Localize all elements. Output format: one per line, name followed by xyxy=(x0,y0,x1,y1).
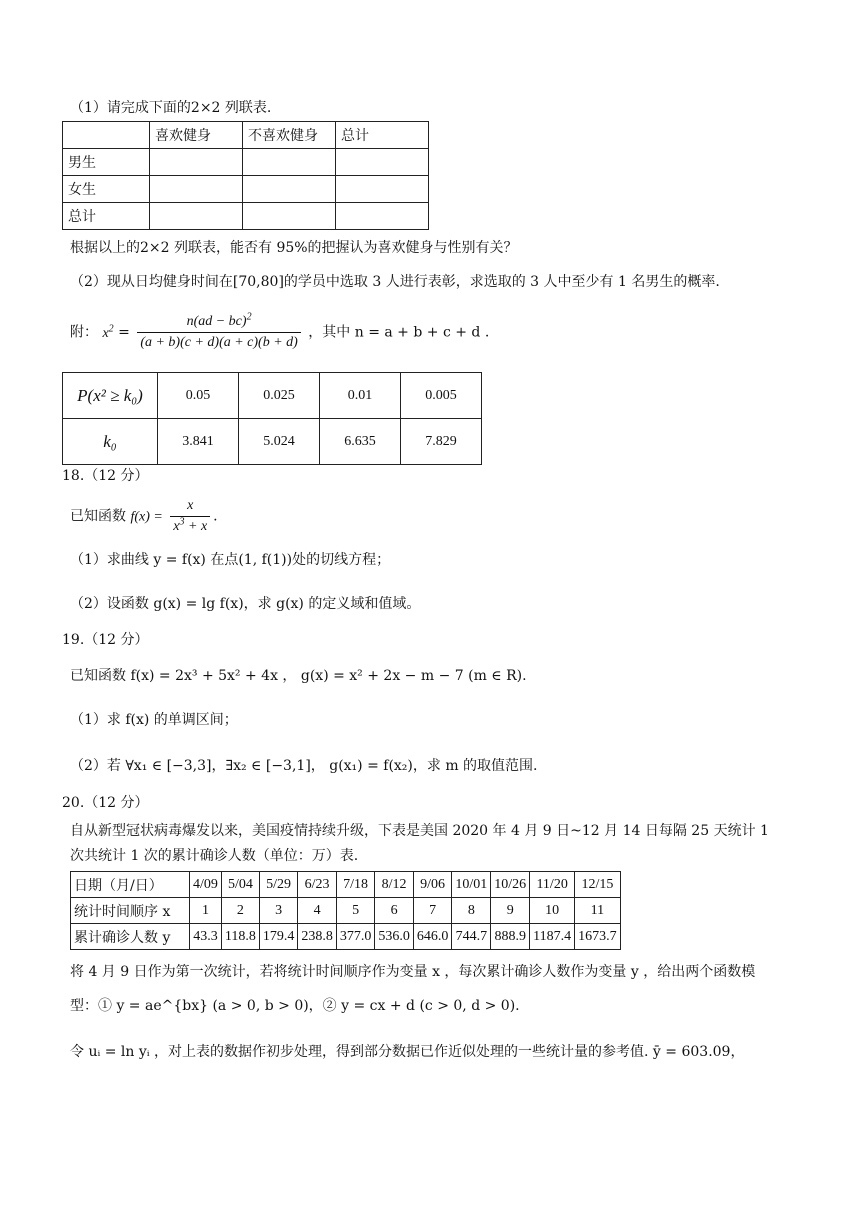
table-cell: 0.05 xyxy=(158,373,239,419)
q18-part1: （1）求曲线 y = f(x) 在点(1, f(1))处的切线方程； xyxy=(70,552,391,568)
table-cell: 7 xyxy=(413,898,452,924)
table-row-label: 男生 xyxy=(63,149,150,176)
formula-prefix: 附： xyxy=(70,324,98,341)
table-cell: 238.8 xyxy=(298,924,337,950)
formula-fraction: $\frac{n(ad - bc)^2}{(a + b)(c + d)(a + c)(b + d)}$ xyxy=(137,312,301,353)
table-cell: 3 xyxy=(259,898,298,924)
table-cell xyxy=(150,149,243,176)
table-row xyxy=(71,898,621,924)
table-row-label: 累计确诊人数 y xyxy=(71,924,190,950)
table-cell xyxy=(243,149,336,176)
table-row-label: k₀ xyxy=(63,419,158,465)
table-cell: 5.024 xyxy=(239,419,320,465)
q19-heading: 19.（12 分） xyxy=(62,632,149,648)
critical-value-table xyxy=(62,372,482,465)
q18-stem: 已知函数 f(x) = $\frac{x}{x^3 + x}$ . xyxy=(70,496,218,537)
table-cell: 6/23 xyxy=(298,872,337,898)
table-header-cell: 总计 xyxy=(336,122,429,149)
table-cell: 377.0 xyxy=(336,924,375,950)
table-cell: 0.025 xyxy=(239,373,320,419)
q19-part2: （2）若 ∀x₁ ∈ [−3,3]，∃x₂ ∈ [−3,1]， g(x₁) = f(x₂)，求 m 的取值范围. xyxy=(70,758,538,774)
table-cell: 11 xyxy=(575,898,621,924)
table-cell: 118.8 xyxy=(221,924,259,950)
table-cell xyxy=(336,203,429,230)
table-cell: 2 xyxy=(221,898,259,924)
table-row-label: 统计时间顺序 x xyxy=(71,898,190,924)
table-header-cell: 不喜欢健身 xyxy=(243,122,336,149)
table-cell: 6.635 xyxy=(320,419,401,465)
table-cell: 1 xyxy=(190,898,222,924)
table-cell: 179.4 xyxy=(259,924,298,950)
cases-table xyxy=(70,871,621,950)
q18-part2: （2）设函数 g(x) = lg f(x)，求 g(x) 的定义域和值域。 xyxy=(70,596,421,612)
table-cell: 12/15 xyxy=(575,872,621,898)
table-row-label: 女生 xyxy=(63,176,150,203)
table-header-cell xyxy=(63,122,150,149)
table-cell: 5 xyxy=(336,898,375,924)
table-row xyxy=(71,924,621,950)
q20-text-2: 次共统计 1 次的累计确诊人数（单位：万）表. xyxy=(70,848,359,864)
table-cell: 11/20 xyxy=(530,872,575,898)
table-cell: 888.9 xyxy=(491,924,530,950)
table-cell: 7.829 xyxy=(401,419,482,465)
table-cell: 744.7 xyxy=(452,924,491,950)
chi-square-formula: 附： $x^2$ = $\frac{n(ad - bc)^2}{(a + b)(c + d)(a + c)(b + d)}$ ，其中 n = a + b + c + d . xyxy=(70,312,489,353)
table-cell: 646.0 xyxy=(413,924,452,950)
table-cell xyxy=(336,176,429,203)
table-cell: 8 xyxy=(452,898,491,924)
table-cell: 8/12 xyxy=(375,872,414,898)
q18-heading: 18.（12 分） xyxy=(62,468,149,484)
table-header-cell: 喜欢健身 xyxy=(150,122,243,149)
table-row-label: P(x² ≥ k₀) xyxy=(63,373,158,419)
table-cell: 3.841 xyxy=(158,419,239,465)
table-cell: 536.0 xyxy=(375,924,414,950)
table-cell: 5/04 xyxy=(221,872,259,898)
q20-text-4: 型：① y = ae^{bx} (a > 0, b > 0)，② y = cx + d (c > 0, d > 0). xyxy=(70,998,520,1014)
q18-stem-text: 已知函数 xyxy=(70,508,126,525)
table-cell xyxy=(150,176,243,203)
q17-part2: （2）现从日均健身时间在[70,80]的学员中选取 3 人进行表彰，求选取的 3 人中至少有 1 名男生的概率. xyxy=(70,274,720,290)
q17-part1: （1）请完成下面的2×2 列联表. xyxy=(70,100,272,116)
q18-fraction: $\frac{x}{x^3 + x}$ xyxy=(170,496,210,537)
table-cell: 43.3 xyxy=(190,924,222,950)
table-cell: 0.005 xyxy=(401,373,482,419)
table-cell: 1187.4 xyxy=(530,924,575,950)
table-cell: 10/26 xyxy=(491,872,530,898)
table-cell xyxy=(243,176,336,203)
q20-heading: 20.（12 分） xyxy=(62,795,149,811)
table-row xyxy=(71,872,621,898)
table-cell xyxy=(150,203,243,230)
table-cell: 1673.7 xyxy=(575,924,621,950)
table-cell: 10/01 xyxy=(452,872,491,898)
q17-question: 根据以上的2×2 列联表，能否有 95%的把握认为喜欢健身与性别有关？ xyxy=(70,240,518,256)
table-cell: 6 xyxy=(375,898,414,924)
table-cell: 7/18 xyxy=(336,872,375,898)
formula-suffix: ，其中 n = a + b + c + d . xyxy=(308,324,490,341)
table-row-label: 日期（月/日） xyxy=(71,872,190,898)
contingency-table xyxy=(62,121,429,230)
q20-text-1: 自从新型冠状病毒爆发以来，美国疫情持续升级，下表是美国 2020 年 4 月 9 日~12 月 14 日每隔 25 天统计 1 xyxy=(70,823,769,839)
table-cell xyxy=(336,149,429,176)
table-cell: 9/06 xyxy=(413,872,452,898)
table-cell xyxy=(243,203,336,230)
q20-text-3: 将 4 月 9 日作为第一次统计，若将统计时间顺序作为变量 x ，每次累计确诊人数作为变量 y ，给出两个函数模 xyxy=(70,964,756,980)
table-row-label: 总计 xyxy=(63,203,150,230)
q19-part1: （1）求 f(x) 的单调区间； xyxy=(70,712,238,728)
q19-stem: 已知函数 f(x) = 2x³ + 5x² + 4x ， g(x) = x² + 2x − m − 7 (m ∈ R). xyxy=(70,668,527,684)
table-cell: 4 xyxy=(298,898,337,924)
table-cell: 9 xyxy=(491,898,530,924)
table-cell: 4/09 xyxy=(190,872,222,898)
table-cell: 5/29 xyxy=(259,872,298,898)
table-cell: 0.01 xyxy=(320,373,401,419)
table-cell: 10 xyxy=(530,898,575,924)
q20-text-5: 令 uᵢ = ln yᵢ ，对上表的数据作初步处理，得到部分数据已作近似处理的一些统计量的参考值. ȳ = 603.09， xyxy=(70,1044,745,1060)
